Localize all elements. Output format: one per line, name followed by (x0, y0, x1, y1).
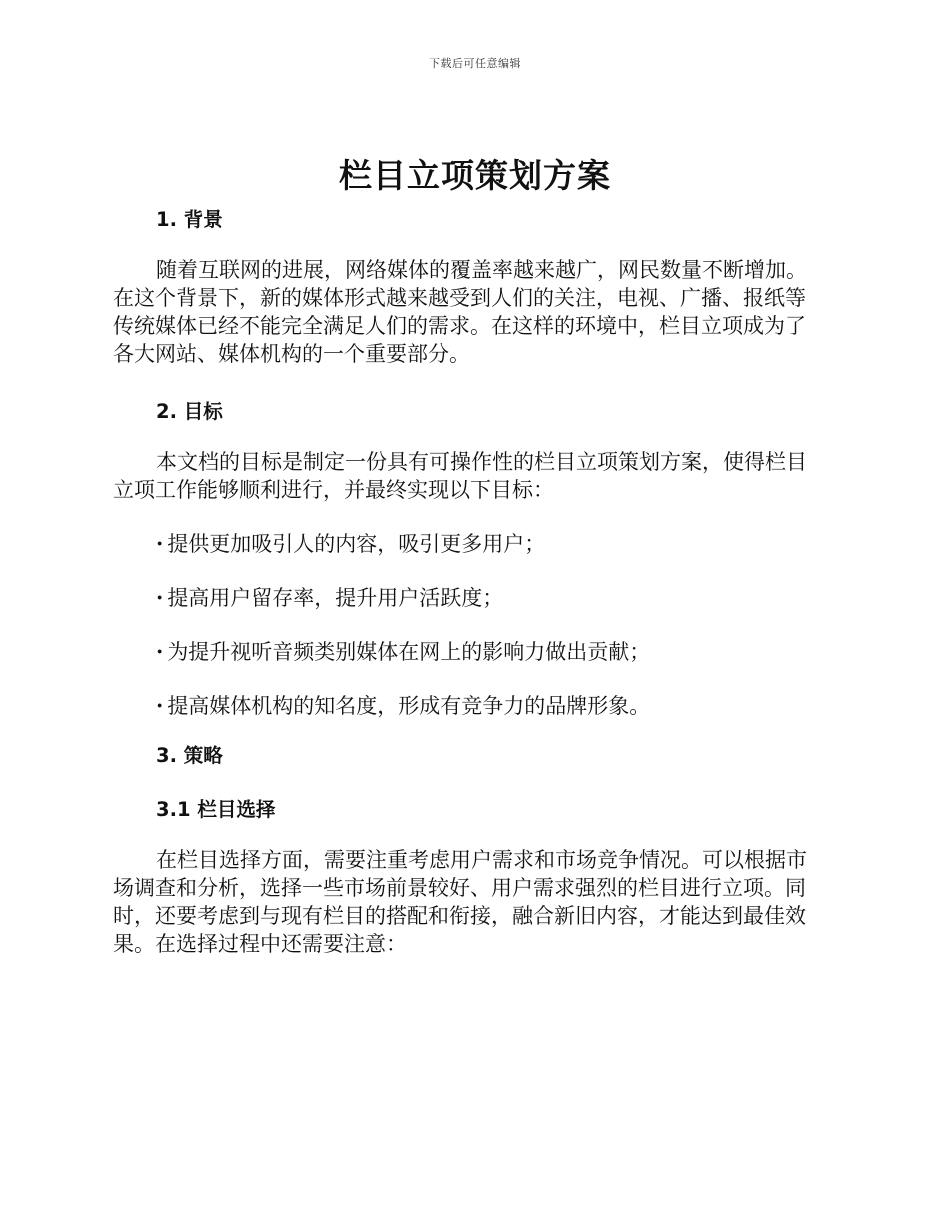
bullet-marker: · (156, 531, 164, 556)
strategy-paragraph (113, 846, 833, 958)
paragraph-line: 场调查和分析，选择一些市场前景较好、用户需求强烈的栏目进行立项。同 (113, 876, 806, 900)
paragraph-line: 果。在选择过程中还需要注意： (113, 932, 407, 956)
paragraph-line: 随着互联网的进展，网络媒体的覆盖率越来越广，网民数量不断增加。 (156, 258, 807, 282)
bullet-marker: · (156, 693, 164, 718)
bullet-text: 提高用户留存率，提升用户活跃度； (167, 586, 504, 610)
goal-bullet-item (113, 530, 833, 558)
goals-paragraph (113, 448, 833, 504)
paragraph-line: 各大网站、媒体机构的一个重要部分。 (113, 342, 470, 366)
bullet-text: 为提升视听音频类别媒体在网上的影响力做出贡献； (167, 640, 651, 664)
goal-bullet-item (113, 638, 833, 666)
bullet-marker: · (156, 585, 164, 610)
document-body (113, 202, 833, 958)
goal-bullet-item (113, 692, 833, 720)
background-paragraph (113, 256, 833, 368)
bullet-marker: · (156, 639, 164, 664)
section-heading-strategy: 3. 策略 (156, 744, 223, 767)
section-heading-background: 1. 背景 (156, 208, 223, 231)
goal-bullet-item (113, 584, 833, 612)
section-heading-goals: 2. 目标 (156, 400, 223, 423)
subsection-heading-column-selection: 3.1 栏目选择 (156, 798, 276, 821)
header-note: 下载后可任意编辑 (429, 57, 521, 70)
paragraph-line: 在这个背景下，新的媒体形式越来越受到人们的关注，电视、广播、报纸等 (113, 286, 806, 310)
paragraph-line: 时，还要考虑到与现有栏目的搭配和衔接，融合新旧内容，才能达到最佳效 (113, 904, 806, 928)
paragraph-line: 传统媒体已经不能完全满足人们的需求。在这样的环境中，栏目立项成为了 (113, 314, 806, 338)
paragraph-line: 在栏目选择方面，需要注重考虑用户需求和市场竞争情况。可以根据市 (156, 848, 807, 872)
document-title: 栏目立项策划方案 (339, 156, 611, 195)
bullet-text: 提供更加吸引人的内容，吸引更多用户； (167, 532, 546, 556)
paragraph-line: 立项工作能够顺利进行，并最终实现以下目标： (113, 478, 554, 502)
bullet-text: 提高媒体机构的知名度，形成有竞争力的品牌形象。 (167, 694, 651, 718)
paragraph-line: 本文档的目标是制定一份具有可操作性的栏目立项策划方案，使得栏目 (156, 450, 807, 474)
